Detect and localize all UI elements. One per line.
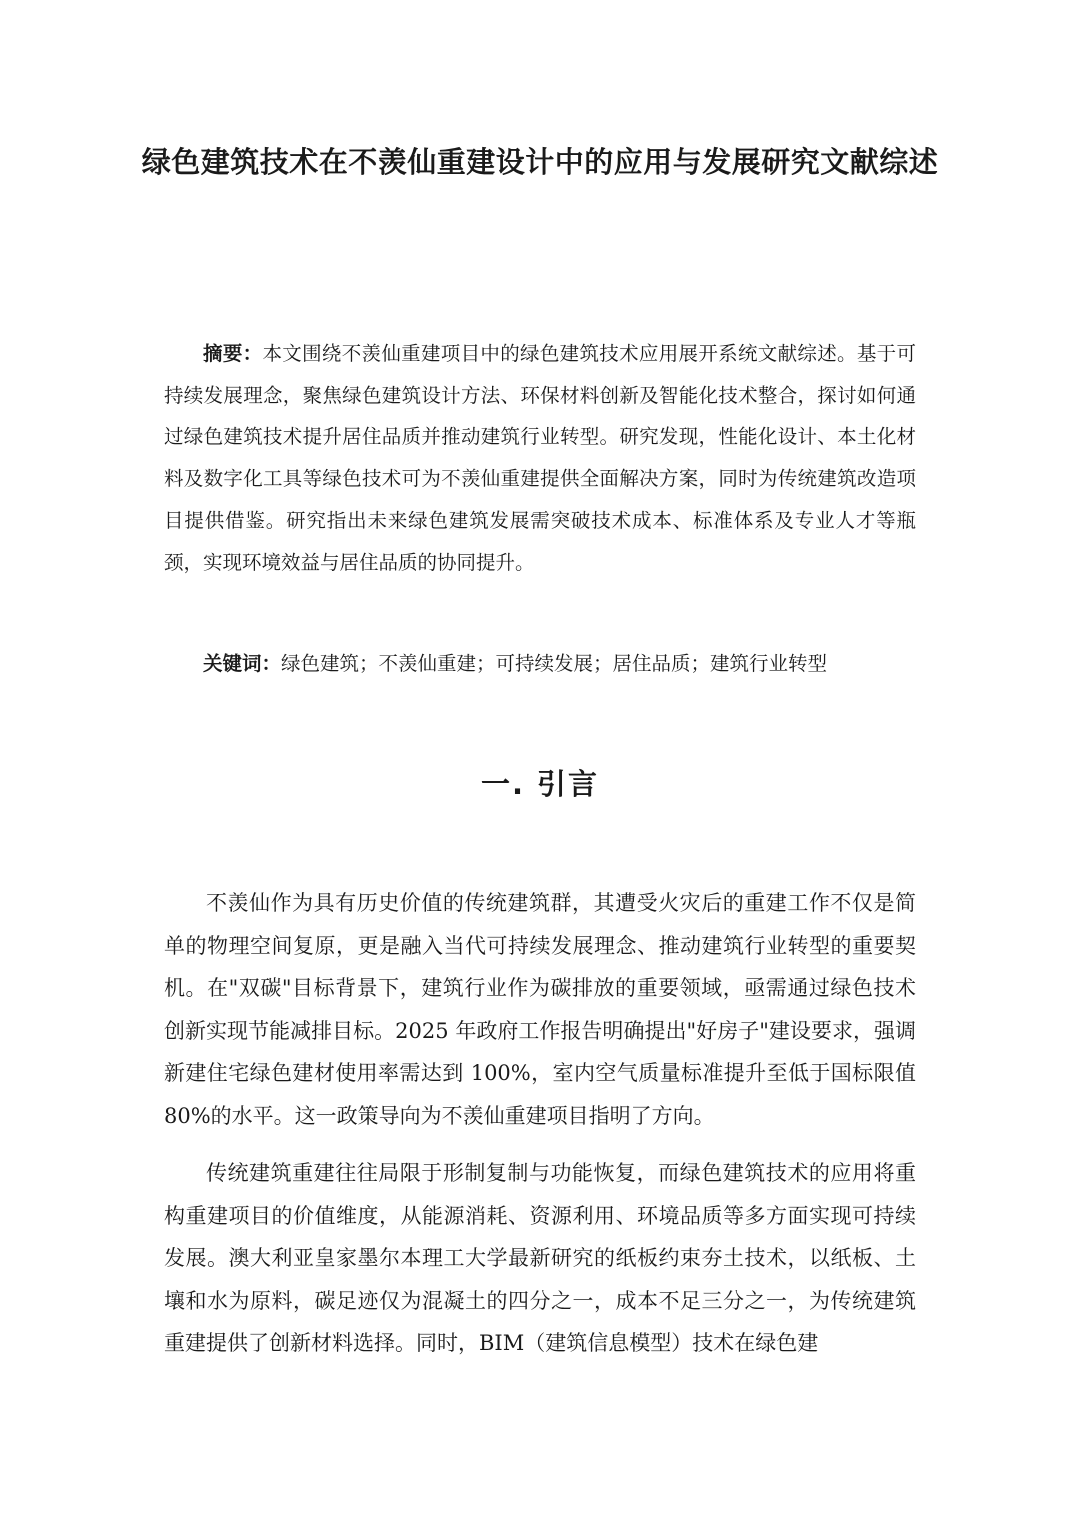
keywords-text: 绿色建筑；不羡仙重建；可持续发展；居住品质；建筑行业转型 — [281, 652, 828, 675]
body-paragraph: 传统建筑重建往往局限于形制复制与功能恢复，而绿色建筑技术的应用将重构重建项目的价值维度，从能源消耗、资源利用、环境品质等多方面实现可持续发展。澳大利亚皇家墨尔本理工大学最新研究的纸板约束夯土技术，以纸板、土壤和水为原料，碳足迹仅为混凝土的四分之一，成本不足三分之一，为传统建筑重建提供了创新材料选择。同时，BIM（建筑信息模型）技术在绿色建 — [164, 1161, 916, 1355]
abstract-text: 本文围绕不羡仙重建项目中的绿色建筑技术应用展开系统文献综述。基于可持续发展理念，聚焦绿色建筑设计方法、环保材料创新及智能化技术整合，探讨如何通过绿色建筑技术提升居住品质并推动建筑行业转型。研究发现，性能化设计、本土化材料及数字化工具等绿色技术可为不羡仙重建提供全面解决方案，同时为传统建筑改造项目提供借鉴。研究指出未来绿色建筑发展需突破技术成本、标准体系及专业人才等瓶颈，实现环境效益与居住品质的协同提升。 — [164, 342, 916, 574]
paper-title: 绿色建筑技术在不羡仙重建设计中的应用与发展研究文献综述 — [141, 145, 939, 179]
abstract — [164, 333, 916, 583]
keywords-label: 关键词： — [203, 652, 282, 675]
abstract-label: 摘要： — [203, 342, 263, 365]
keywords — [164, 643, 916, 685]
body-paragraph: 不羡仙作为具有历史价值的传统建筑群，其遭受火灾后的重建工作不仅是简单的物理空间复原，更是融入当代可持续发展理念、推动建筑行业转型的重要契机。在"双碳"目标背景下，建筑行业作为碳排放的重要领域，亟需通过绿色技术创新实现节能减排目标。2025 年政府工作报告明确提出"好房子"建设要求，强调新建住宅绿色建材使用率需达到 100%，室内空气质量标准提升至低于国标限值 80%的水平。这一政策导向为不羡仙重建项目指明了方向。 — [164, 891, 916, 1128]
section-heading-introduction: 一. 引言 — [480, 767, 600, 801]
